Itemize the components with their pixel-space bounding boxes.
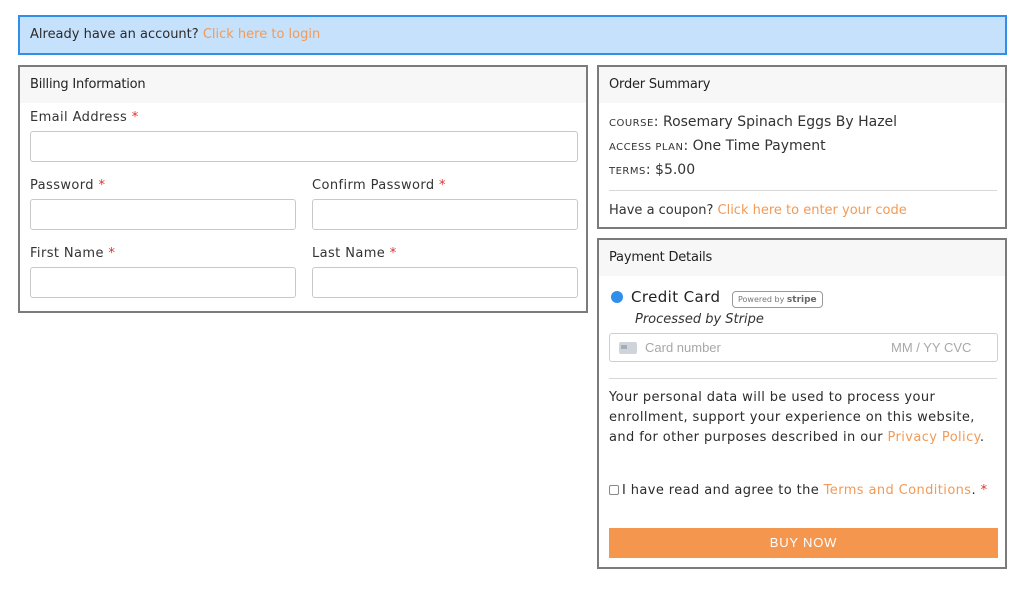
email-field[interactable] <box>30 131 578 162</box>
coupon-link[interactable]: Click here to enter your code <box>717 203 907 218</box>
coupon-row <box>609 203 907 218</box>
password-field[interactable] <box>30 199 296 230</box>
required-mark: * <box>389 246 397 261</box>
privacy-policy-link[interactable]: Privacy Policy <box>887 430 980 445</box>
coupon-prompt: Have a coupon? <box>609 203 714 218</box>
credit-card-radio[interactable] <box>611 291 623 303</box>
first-name-label: First Name * <box>30 246 116 261</box>
terms-checkbox[interactable] <box>609 485 619 495</box>
terms-value: $5.00 <box>655 162 696 178</box>
order-summary-panel <box>597 65 1007 229</box>
terms-text: I have read and agree to the <box>622 483 820 498</box>
last-name-field[interactable] <box>312 267 578 298</box>
powered-by-stripe-badge: Powered by stripe <box>732 291 823 308</box>
buy-now-button[interactable]: BUY NOW <box>609 528 998 558</box>
credit-card-label[interactable]: Credit Card <box>631 288 721 306</box>
required-mark: * <box>980 483 988 498</box>
confirm-password-label: Confirm Password * <box>312 178 446 193</box>
login-notice-bar <box>18 15 1007 55</box>
terms-agreement: I have read and agree to the Terms and Conditions. * <box>609 480 1001 501</box>
card-number-placeholder: Card number <box>645 340 721 355</box>
expiry-cvc-placeholder: MM / YY CVC <box>891 340 972 355</box>
required-mark: * <box>108 246 116 261</box>
password-label: Password * <box>30 178 106 193</box>
required-mark: * <box>131 110 139 125</box>
course-value: Rosemary Spinach Eggs By Hazel <box>662 114 898 130</box>
course-row: COURSE: Rosemary Spinach Eggs By Hazel <box>609 114 898 130</box>
required-mark: * <box>439 178 446 193</box>
access-plan-value: One Time Payment <box>692 138 826 154</box>
processed-by-text: Processed by Stripe <box>635 312 764 327</box>
access-plan-row: ACCESS PLAN: One Time Payment <box>609 138 826 154</box>
order-summary-title: Order Summary <box>599 67 1005 103</box>
payment-details-panel <box>597 238 1007 569</box>
credit-card-icon <box>619 342 637 354</box>
payment-divider <box>609 378 997 379</box>
billing-title: Billing Information <box>20 67 586 103</box>
terms-row: TERMS: $5.00 <box>609 162 696 178</box>
required-mark: * <box>98 178 106 193</box>
access-plan-key: ACCESS PLAN <box>609 142 684 153</box>
billing-information-panel <box>18 65 588 313</box>
last-name-label: Last Name * <box>312 246 397 261</box>
confirm-password-field[interactable] <box>312 199 578 230</box>
payment-details-title: Payment Details <box>599 240 1005 276</box>
terms-link[interactable]: Terms and Conditions <box>823 483 972 498</box>
terms-key: TERMS <box>609 166 646 177</box>
login-link[interactable]: Click here to login <box>202 27 321 42</box>
summary-divider <box>609 190 997 191</box>
card-number-input[interactable] <box>609 333 998 362</box>
login-prompt: Already have an account? <box>30 27 199 42</box>
course-key: COURSE <box>609 118 654 129</box>
first-name-field[interactable] <box>30 267 296 298</box>
email-label: Email Address * <box>30 110 139 125</box>
privacy-notice: Your personal data will be used to process your enrollment, support your experience on this website, and for other purposes described in our Privacy Policy. <box>609 390 985 445</box>
